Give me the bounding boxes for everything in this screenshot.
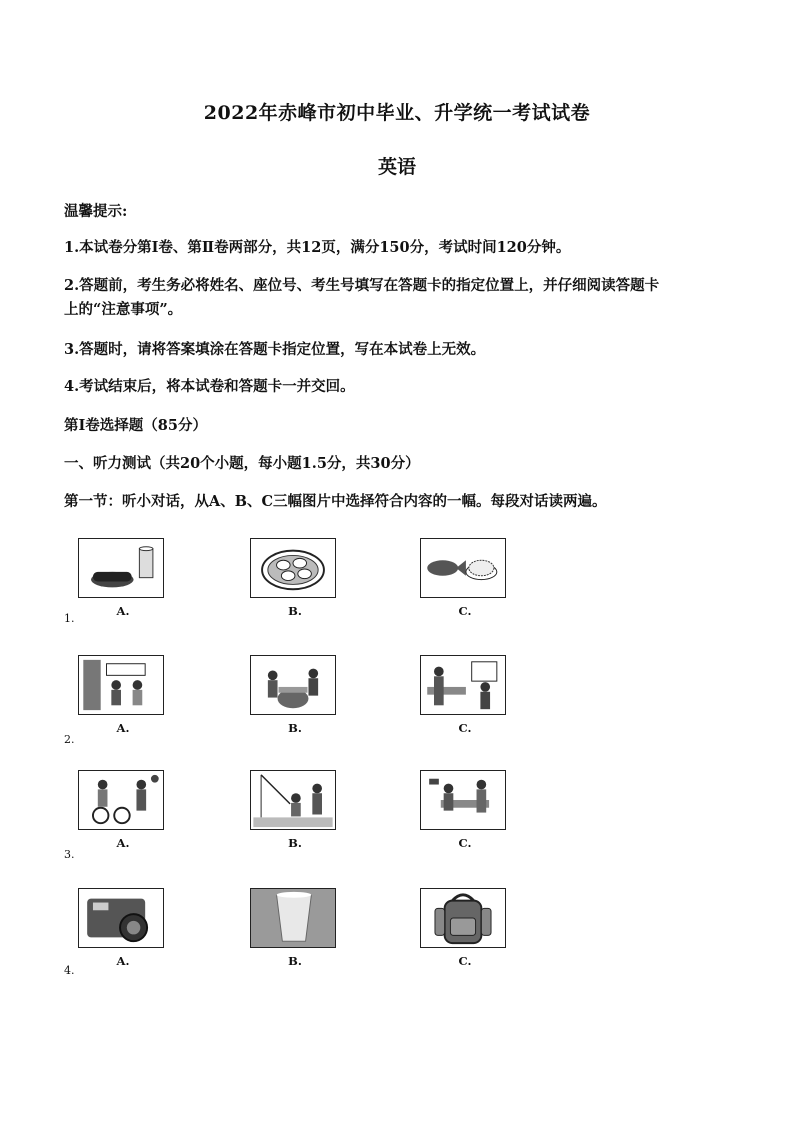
camera-icon <box>78 888 164 948</box>
option-label: A. <box>116 954 130 968</box>
ticket-office-icon <box>78 655 164 715</box>
question-number: 3. <box>64 848 75 861</box>
question-4-option-b[interactable] <box>250 888 340 968</box>
question-2-option-c[interactable] <box>420 655 510 735</box>
restaurant-dinner-icon <box>250 655 336 715</box>
question-1-option-a[interactable] <box>78 538 168 618</box>
section-instruction: 第一节：听小对话，从A、B、C三幅图片中选择符合内容的一幅。每段对话读两遍。 <box>64 493 607 510</box>
question-4-option-a[interactable] <box>78 888 168 968</box>
option-label: A. <box>116 721 130 735</box>
option-label: C. <box>458 954 472 968</box>
note-item-1: 1.本试卷分第Ⅰ卷、第Ⅱ卷两部分，共12页，满分150分，考试时间120分钟。 <box>64 239 571 256</box>
exam-subject: 英语 <box>377 156 416 178</box>
question-3-option-c[interactable] <box>420 770 510 850</box>
note-item-2: 2.答题前，考生务必将姓名、座位号、考生号填写在答题卡的指定位置上，并仔细阅读答题卡 <box>64 277 660 294</box>
listening-heading: 一、听力测试（共20个小题，每小题1.5分，共30分） <box>64 455 420 472</box>
notes-heading: 温馨提示: <box>64 203 128 220</box>
fishing-icon <box>250 770 336 830</box>
option-label: C. <box>458 604 472 618</box>
question-number: 2. <box>64 733 75 746</box>
part-one-heading: 第Ⅰ卷选择题（85分） <box>64 417 207 434</box>
question-number: 4. <box>64 964 75 977</box>
note-item-4: 4.考试结束后，将本试卷和答题卡一并交回。 <box>64 378 355 395</box>
option-label: B. <box>288 836 302 850</box>
children-cycling-icon <box>78 770 164 830</box>
option-label: A. <box>116 836 130 850</box>
bread-and-milk-icon <box>78 538 164 598</box>
backpack-icon <box>420 888 506 948</box>
question-1-option-c[interactable] <box>420 538 510 618</box>
option-label: B. <box>288 604 302 618</box>
exam-title: 2022年赤峰市初中毕业、升学统一考试试卷 <box>203 102 591 124</box>
note-item-2-continued: 上的“注意事项”。 <box>64 301 183 318</box>
hotel-reception-icon <box>420 655 506 715</box>
option-label: C. <box>458 721 472 735</box>
option-label: A. <box>116 604 130 618</box>
question-3-option-b[interactable] <box>250 770 340 850</box>
question-2-option-b[interactable] <box>250 655 340 735</box>
dumplings-plate-icon <box>250 538 336 598</box>
fish-and-rice-icon <box>420 538 506 598</box>
question-3-option-a[interactable] <box>78 770 168 850</box>
question-number: 1. <box>64 612 75 625</box>
note-item-3: 3.答题时，请将答案填涂在答题卡指定位置，写在本试卷上无效。 <box>64 341 486 358</box>
cup-icon <box>250 888 336 948</box>
question-4-option-c[interactable] <box>420 888 510 968</box>
option-label: C. <box>458 836 472 850</box>
option-label: B. <box>288 721 302 735</box>
question-1-option-b[interactable] <box>250 538 340 618</box>
option-label: B. <box>288 954 302 968</box>
office-desk-icon <box>420 770 506 830</box>
question-2-option-a[interactable] <box>78 655 168 735</box>
